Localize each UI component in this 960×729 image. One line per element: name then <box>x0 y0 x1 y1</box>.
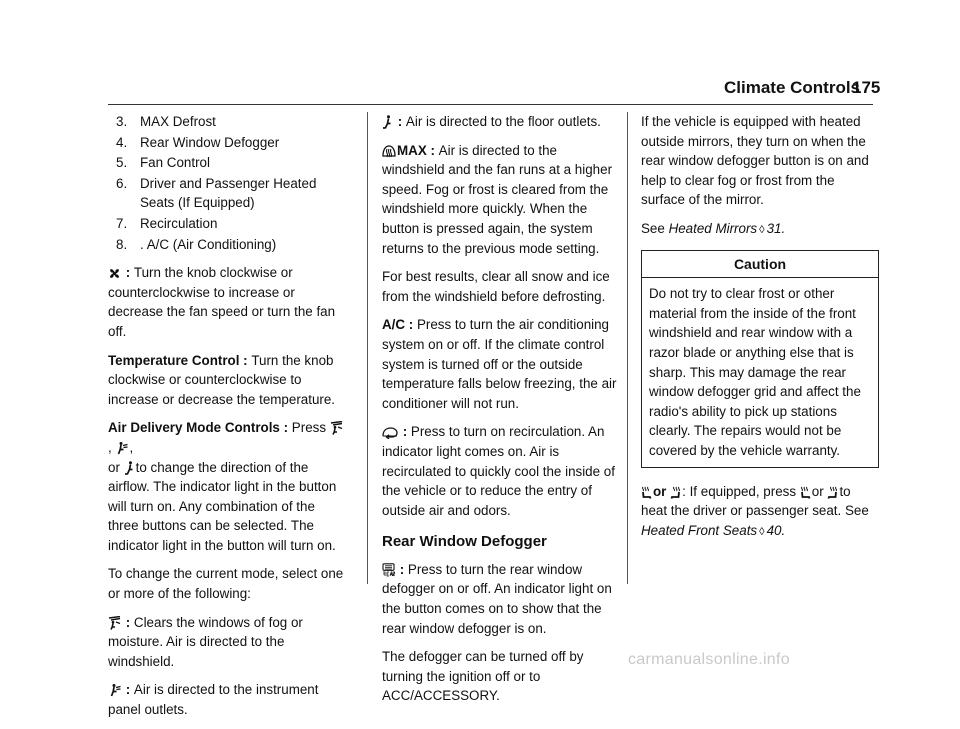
heated-seats-paragraph: or : If equipped, press or to heat the driver or passenger seat. See Heated Front Seats ◊ 40. <box>641 483 869 538</box>
panel-mode-paragraph: : Air is directed to the instrument panel outlets. <box>108 682 319 718</box>
list-item: 7. Recirculation <box>116 215 218 231</box>
header-rule <box>108 104 873 105</box>
floor-mode-paragraph: : Air is directed to the floor outlets. <box>382 112 620 132</box>
column-1 <box>108 112 346 729</box>
ac-paragraph: A/C : Press to turn the air conditioning system on or off. If the climate control system is turned off or the outside temperature falls below freezing, the air conditioner will not run. <box>382 317 617 411</box>
recirculation-paragraph: : Press to turn on recirculation. An indicator light comes on. Air is recirculated to quickly cool the inside of the vehicle or to reduce the entry of outside air and odors. <box>382 424 615 518</box>
caution-body: Do not try to clear frost or other material from the inside of the front windshield and rear window with a razor blade or anything else that is sharp. This may damage the rear window defogger grid and affect the radio's ability to pick up stations clearly. The repairs would not be covered by the vehicle warranty. <box>649 286 861 458</box>
heated-seats-link[interactable]: Heated Front Seats <box>641 522 758 538</box>
heated-mirrors-reference: See Heated Mirrors ◊ 31. <box>641 220 786 236</box>
list-item: 8. . A/C (Air Conditioning) <box>116 236 277 252</box>
list-item: 3. MAX Defrost <box>116 114 216 129</box>
temperature-control-paragraph: Temperature Control : Turn the knob clockwise or counterclockwise to increase or decrease the temperature. <box>108 352 336 407</box>
caution-box <box>641 250 879 468</box>
list-item: 4. Rear Window Defogger <box>116 134 280 150</box>
air-delivery-paragraph-cont: or to change the direction of the airflow. The indicator light in the button will turn on. Any combination of the three buttons can be selected. The indicator light in the button will turn on. <box>108 459 337 553</box>
defrost-mode-icon <box>108 616 121 630</box>
floor-mode-icon <box>124 461 135 475</box>
heated-seat-driver-icon <box>641 486 652 499</box>
defrost-mode-icon <box>330 421 343 435</box>
column-2 <box>382 112 620 715</box>
mode-intro-paragraph: To change the current mode, select one or more of the following: <box>108 566 344 602</box>
reference-symbol: ◊ <box>759 223 765 236</box>
rear-window-defogger-heading: Rear Window Defogger <box>382 533 547 551</box>
rear-defogger-icon <box>382 563 395 577</box>
panel-mode-icon <box>115 441 128 455</box>
floor-mode-icon <box>382 115 393 129</box>
column-3 <box>641 112 879 551</box>
max-defrost-paragraph: MAX : Air is directed to the windshield and the fan runs at a higher speed. Fog or frost is cleared from the windshield more quickly. When the button is pressed again, the system returns to the previous mode setting. <box>382 142 613 256</box>
caution-title: Caution <box>642 251 878 279</box>
control-list <box>108 112 346 254</box>
column-divider-1 <box>367 112 368 584</box>
heated-mirrors-link[interactable]: Heated Mirrors <box>668 220 758 236</box>
defogger-off-paragraph: The defogger can be turned off by turning the ignition off or to ACC/ACCESSORY. <box>382 649 584 704</box>
best-results-paragraph: For best results, clear all snow and ice from the windshield before defrosting. <box>382 269 610 304</box>
fan-control-paragraph: : Turn the knob clockwise or counterclockwise to increase or decrease the fan speed or turn the fan off. <box>108 265 336 339</box>
panel-mode-icon <box>108 683 121 697</box>
air-delivery-paragraph: Air Delivery Mode Controls : Press , , <box>108 418 346 457</box>
defrost-mode-paragraph: : Clears the windows of fog or moisture. Air is directed to the windshield. <box>108 614 303 669</box>
reference-symbol: ◊ <box>759 525 765 538</box>
column-divider-2 <box>627 112 628 584</box>
list-item: 6. Driver and Passenger Heated Seats (If Equipped) <box>116 175 317 211</box>
recirculation-icon <box>382 427 398 439</box>
page-number: 175 <box>852 78 881 97</box>
fan-icon <box>108 267 121 280</box>
max-defrost-icon <box>382 145 396 158</box>
heated-seat-passenger-icon <box>827 486 838 499</box>
heated-seat-driver-icon <box>800 486 811 499</box>
heated-mirrors-paragraph: If the vehicle is equipped with heated outside mirrors, they turn on when the rear window defogger button is on and help to clear fog or frost from the surface of the mirror. <box>641 114 869 208</box>
list-item: 5. Fan Control <box>116 155 210 171</box>
heated-seat-passenger-icon <box>670 486 681 499</box>
rear-defogger-paragraph: : Press to turn the rear window defogger on or off. An indicator light on the button comes on to show that the rear window defogger is on. <box>382 561 612 636</box>
section-title: Climate Controls <box>724 78 861 97</box>
watermark: carmanualsonline.info <box>628 651 790 668</box>
